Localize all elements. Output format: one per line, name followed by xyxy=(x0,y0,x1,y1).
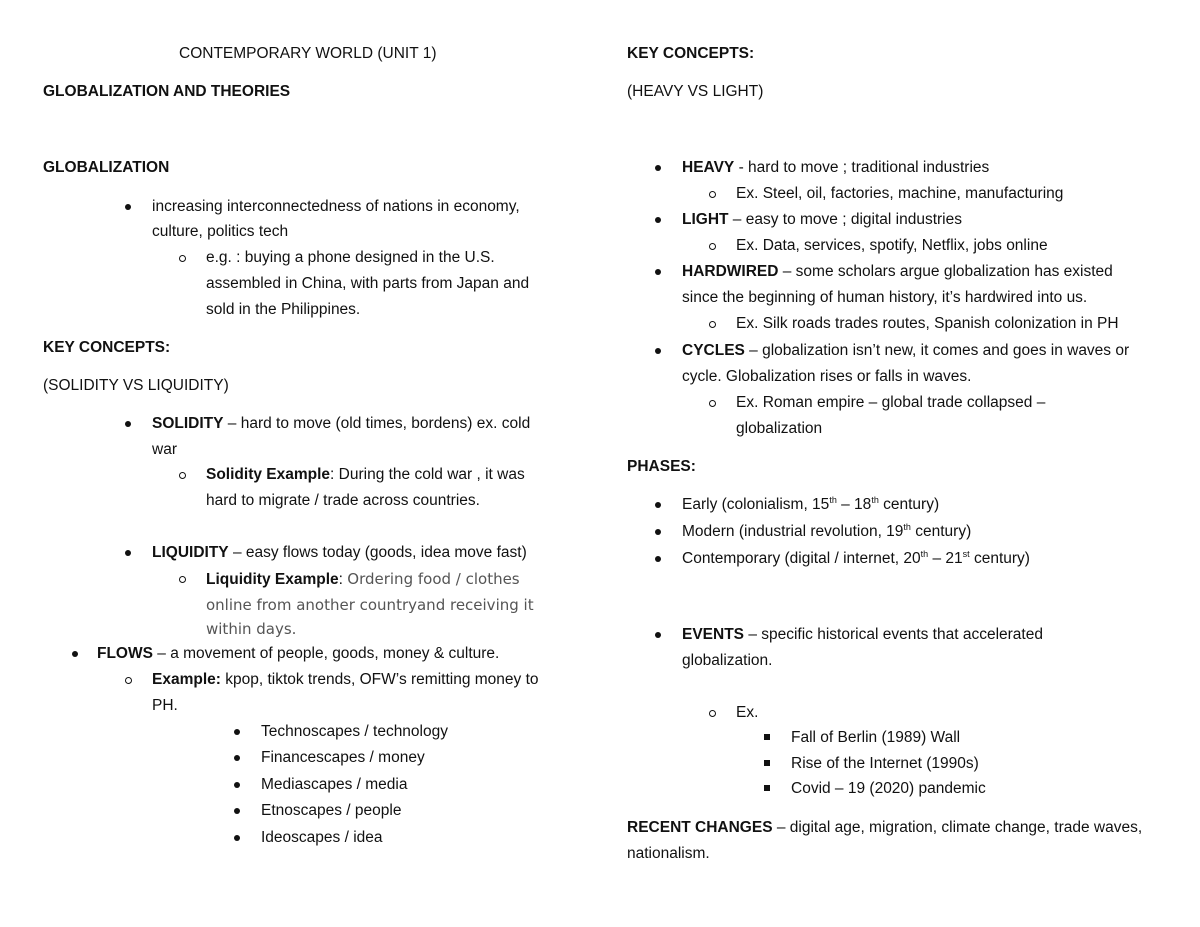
hardwired-definition-text: – some scholars argue globalization has existed xyxy=(778,263,1113,280)
flows-definition-text: – a movement of people, goods, money & culture. xyxy=(152,645,500,662)
square-bullet-icon xyxy=(764,760,770,766)
document-title: CONTEMPORARY WORLD (UNIT 1) xyxy=(179,45,437,62)
light-definition-text: – easy to move ; digital industries xyxy=(728,211,962,228)
bullet-icon xyxy=(234,808,240,814)
cycles-example-line: Ex. Roman empire – global trade collapsed – xyxy=(736,394,1046,411)
globalization-example-line: assembled in China, with parts from Japan and xyxy=(206,275,530,292)
flows-example-label: Example: xyxy=(152,671,221,688)
flows-example-text: kpop, tiktok trends, OFW’s remitting money to xyxy=(220,671,539,688)
cycles-term: CYCLES xyxy=(682,342,745,359)
heavy-term: HEAVY xyxy=(682,159,735,176)
circle-bullet-icon xyxy=(179,576,186,583)
square-bullet-icon xyxy=(764,734,770,740)
scape-item: Etnoscapes / people xyxy=(261,802,402,819)
bullet-icon xyxy=(655,632,661,638)
bullet-icon xyxy=(125,550,131,556)
bullet-icon xyxy=(125,204,131,210)
phase-modern xyxy=(682,522,971,542)
globalization-definition-line: culture, politics tech xyxy=(152,223,289,240)
circle-bullet-icon xyxy=(709,191,716,198)
phase-text: Modern (industrial revolution, 19 xyxy=(682,523,904,540)
phase-text: Early (colonialism, 15 xyxy=(682,496,830,513)
solidity-example-line: hard to migrate / trade across countries. xyxy=(206,492,480,509)
bullet-icon xyxy=(655,502,661,508)
cycles-definition-line: cycle. Globalization rises or falls in waves. xyxy=(682,368,972,385)
key-concepts-heading: KEY CONCEPTS: xyxy=(43,339,171,356)
solidity-example-label: Solidity Example xyxy=(206,466,331,483)
scape-item: Technoscapes / technology xyxy=(261,723,448,740)
bullet-icon xyxy=(655,217,661,223)
hardwired-term: HARDWIRED xyxy=(682,263,779,280)
flows-definition xyxy=(97,644,499,664)
phase-text: – 18 xyxy=(836,496,872,513)
heavy-vs-light-heading: (HEAVY VS LIGHT) xyxy=(627,83,764,100)
heavy-definition-text: - hard to move ; traditional industries xyxy=(734,159,990,176)
cycles-example-line: globalization xyxy=(736,420,823,437)
solidity-definition xyxy=(152,414,530,434)
globalization-example-line: sold in the Philippines. xyxy=(206,301,361,318)
phase-text: century) xyxy=(969,550,1030,567)
circle-bullet-icon xyxy=(179,472,186,479)
hardwired-definition-line: since the beginning of human history, it’s hardwired into us. xyxy=(682,289,1088,306)
hardwired-example: Ex. Silk roads trades routes, Spanish colonization in PH xyxy=(736,315,1119,332)
bullet-icon xyxy=(234,729,240,735)
globalization-definition-line: increasing interconnectedness of nations in economy, xyxy=(152,198,520,215)
ordinal-suffix: th xyxy=(920,549,929,559)
bullet-icon xyxy=(234,835,240,841)
bullet-icon xyxy=(234,782,240,788)
events-term: EVENTS xyxy=(682,626,745,643)
phase-early xyxy=(682,495,939,515)
events-definition-line: globalization. xyxy=(682,652,773,669)
scape-item: Ideoscapes / idea xyxy=(261,829,383,846)
bullet-icon xyxy=(655,348,661,354)
solidity-definition-text: – hard to move (old times, bordens) ex. cold xyxy=(223,415,531,432)
liquidity-term: LIQUIDITY xyxy=(152,544,229,561)
events-definition-text: – specific historical events that accelerated xyxy=(744,626,1043,643)
recent-changes xyxy=(627,818,1142,838)
phase-contemporary xyxy=(682,549,1030,569)
ordinal-suffix: th xyxy=(903,522,911,532)
phase-text: – 21 xyxy=(928,550,963,567)
light-definition xyxy=(682,210,962,230)
solidity-term: SOLIDITY xyxy=(152,415,224,432)
key-concepts-heading: KEY CONCEPTS: xyxy=(627,45,755,62)
light-example: Ex. Data, services, spotify, Netflix, jobs online xyxy=(736,237,1048,254)
circle-bullet-icon xyxy=(709,243,716,250)
light-term: LIGHT xyxy=(682,211,729,228)
square-bullet-icon xyxy=(764,785,770,791)
section-subtitle: GLOBALIZATION AND THEORIES xyxy=(43,83,291,100)
bullet-icon xyxy=(655,529,661,535)
bullet-icon xyxy=(72,651,78,657)
liquidity-definition xyxy=(152,543,527,563)
circle-bullet-icon xyxy=(709,321,716,328)
events-example-label: Ex. xyxy=(736,704,759,721)
scape-item: Financescapes / money xyxy=(261,749,425,766)
hardwired-definition xyxy=(682,262,1113,282)
phases-heading: PHASES: xyxy=(627,458,696,475)
recent-changes-text: – digital age, migration, climate change, trade waves, xyxy=(772,819,1143,836)
solidity-vs-liquidity-heading: (SOLIDITY VS LIQUIDITY) xyxy=(43,377,229,394)
phase-text: century) xyxy=(910,523,972,540)
heavy-example: Ex. Steel, oil, factories, machine, manufacturing xyxy=(736,185,1064,202)
liquidity-example-label: Liquidity Example xyxy=(206,571,339,588)
solidity-example-text: : During the cold war , it was xyxy=(330,466,525,483)
events-definition xyxy=(682,625,1043,645)
bullet-icon xyxy=(655,165,661,171)
liquidity-definition-text: – easy flows today (goods, idea move fast) xyxy=(228,544,527,561)
globalization-example-line: e.g. : buying a phone designed in the U.S. xyxy=(206,249,495,266)
event-item: Covid – 19 (2020) pandemic xyxy=(791,780,986,797)
circle-bullet-icon xyxy=(125,677,132,684)
bullet-icon xyxy=(234,755,240,761)
circle-bullet-icon xyxy=(179,255,186,262)
cycles-definition xyxy=(682,341,1129,361)
circle-bullet-icon xyxy=(709,400,716,407)
liquidity-example xyxy=(206,569,520,590)
liquidity-example-text: Ordering food / clothes xyxy=(347,570,520,588)
event-item: Fall of Berlin (1989) Wall xyxy=(791,729,961,746)
phase-text: Contemporary (digital / internet, 20 xyxy=(682,550,921,567)
bullet-icon xyxy=(655,556,661,562)
liquidity-example-line: within days. xyxy=(206,620,297,638)
liquidity-example-colon: : xyxy=(338,571,348,588)
bullet-icon xyxy=(655,269,661,275)
cycles-definition-text: – globalization isn’t new, it comes and goes in waves or xyxy=(744,342,1130,359)
recent-changes-line: nationalism. xyxy=(627,845,710,862)
liquidity-example-line: online from another countryand receiving it xyxy=(206,596,534,614)
scape-item: Mediascapes / media xyxy=(261,776,408,793)
solidity-example xyxy=(206,465,525,485)
flows-term: FLOWS xyxy=(97,645,153,662)
bullet-icon xyxy=(125,421,131,427)
phase-text: century) xyxy=(878,496,940,513)
flows-example-line: PH. xyxy=(152,697,178,714)
globalization-heading: GLOBALIZATION xyxy=(43,159,170,176)
flows-example xyxy=(152,670,539,690)
circle-bullet-icon xyxy=(709,710,716,717)
ordinal-suffix: st xyxy=(962,549,970,559)
ordinal-suffix: th xyxy=(829,495,837,505)
solidity-definition-line: war xyxy=(152,441,177,458)
heavy-definition xyxy=(682,158,989,178)
ordinal-suffix: th xyxy=(871,495,879,505)
recent-changes-term: RECENT CHANGES xyxy=(627,819,773,836)
event-item: Rise of the Internet (1990s) xyxy=(791,755,979,772)
